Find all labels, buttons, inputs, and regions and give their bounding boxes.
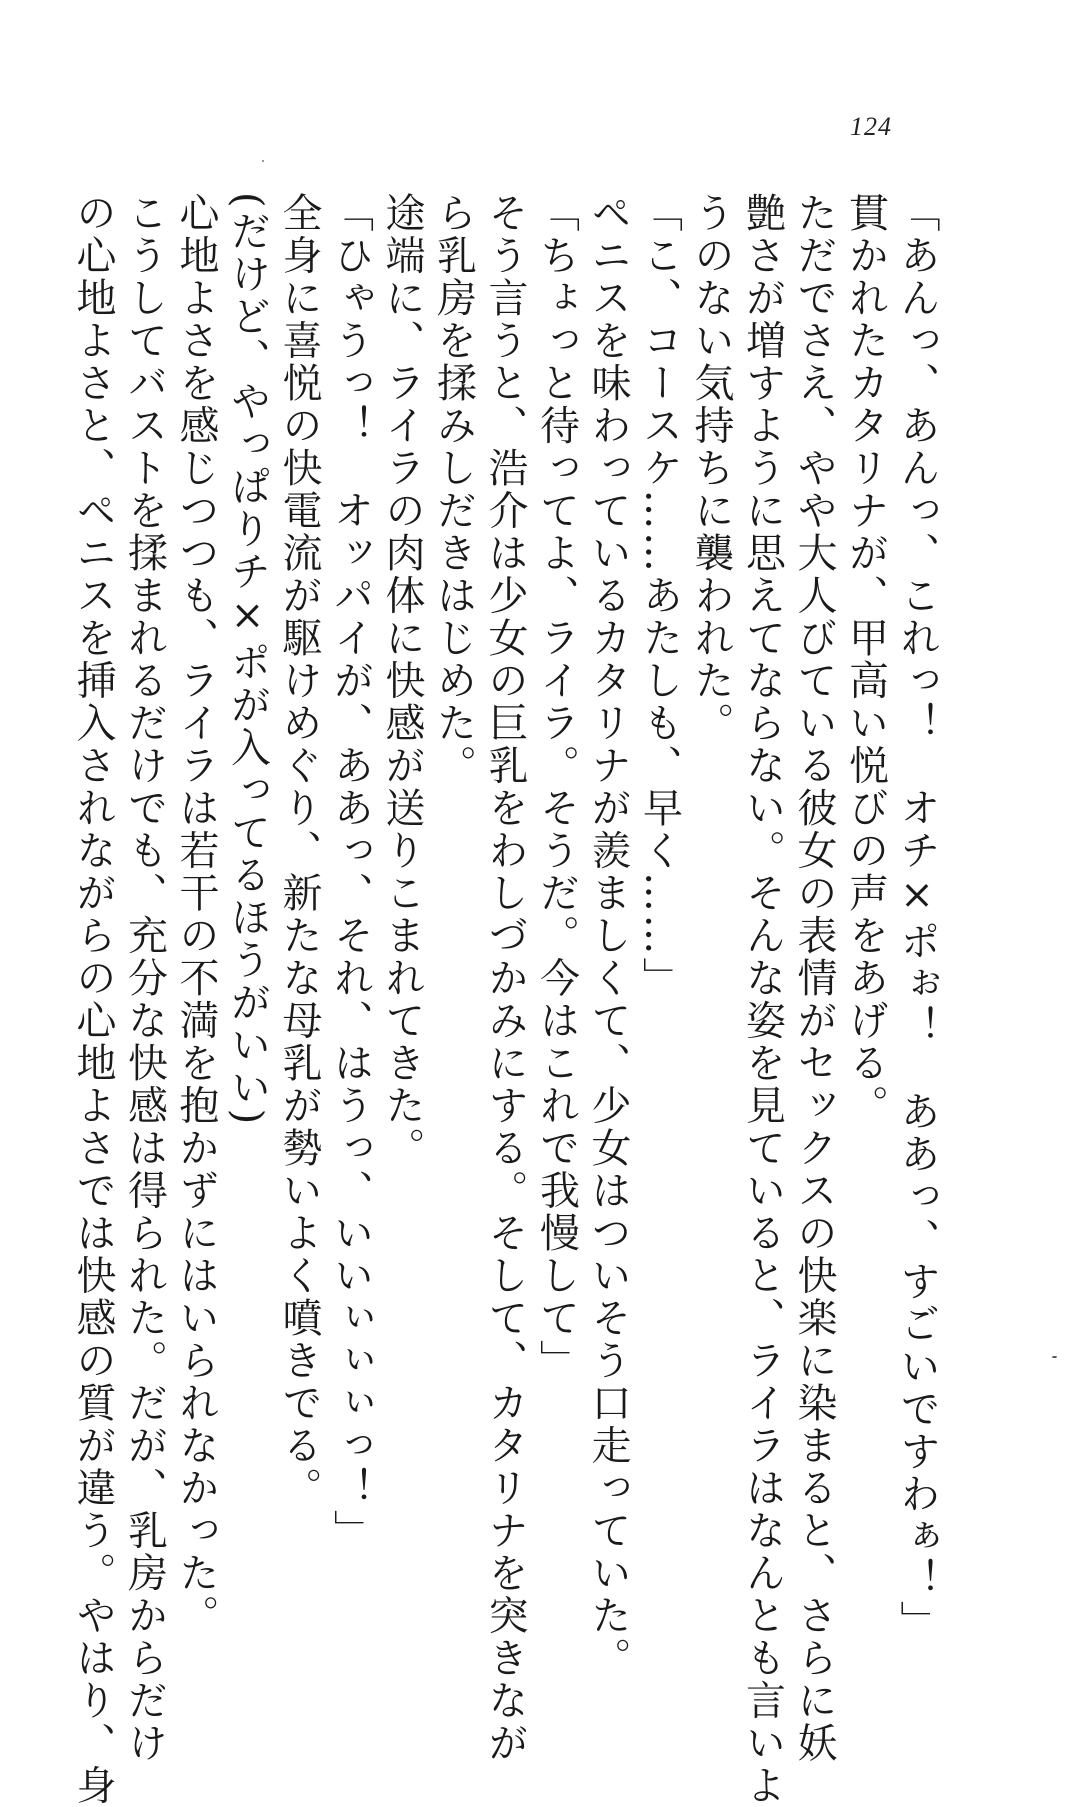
text-line: 「ひゃうっ！ オッパイが、ああっ、それ、はうっ、いいぃぃぃっ！」 [327, 192, 374, 1552]
text-line: ただでさえ、やや大人びている彼女の表情がセックスの快楽に染まると、さらに妖 [791, 192, 837, 1765]
page-number: 124 [850, 112, 892, 141]
text-line: 貫かれたカタリナが、甲高い悦びの声をあげる。 [842, 192, 889, 1127]
text-line: 途端に、ライラの肉体に快感が送りこまれてきた。 [379, 192, 425, 1170]
text-line: 艶さが増すように思えてならない。そんな姿を見ていると、ライラはなんとも言いよ [739, 192, 786, 1807]
text-line: ペニスを味わっているカタリナが羨ましくて、少女はついそう口走っていた。 [585, 192, 631, 1680]
scan-speck [1052, 1356, 1057, 1358]
text-line: そう言うと、浩介は少女の巨乳をわしづかみにする。そして、カタリナを突きなが [482, 192, 528, 1765]
text-line: 「あんっ、あんっ、これっ！ オチ×ポぉ！ ああっ、すごいですわぁ！」 [894, 192, 940, 1643]
vertical-body-text [70, 192, 942, 1807]
text-line: うのない気持ちに襲われた。 [688, 192, 734, 745]
text-line: (だけど、やっぱりチ×ポが入ってるほうがいい) [224, 192, 271, 1127]
text-line: 全身に喜悦の快電流が駆けめぐり、新たな母乳が勢いよく噴きでる。 [276, 192, 322, 1510]
text-line: ら乳房を揉みしだきはじめた。 [430, 192, 477, 787]
text-line: 「こ、コースケ……あたしも、早く……」 [636, 192, 683, 1000]
scan-speck [262, 160, 264, 162]
text-line: の心地よさと、ペニスを挿入されながらの心地よさでは快感の質が違う。やはり、身 [70, 192, 116, 1807]
text-line: 心地よさを感じつつも、ライラは若干の不満を抱かずにはいられなかった。 [173, 192, 219, 1637]
text-line: こうしてバストを揉まれるだけでも、充分な快感は得られた。だが、乳房からだけ [121, 192, 168, 1765]
text-line: 「ちょっと待ってよ、ライラ。そうだ。今はこれで我慢して」 [533, 192, 580, 1382]
